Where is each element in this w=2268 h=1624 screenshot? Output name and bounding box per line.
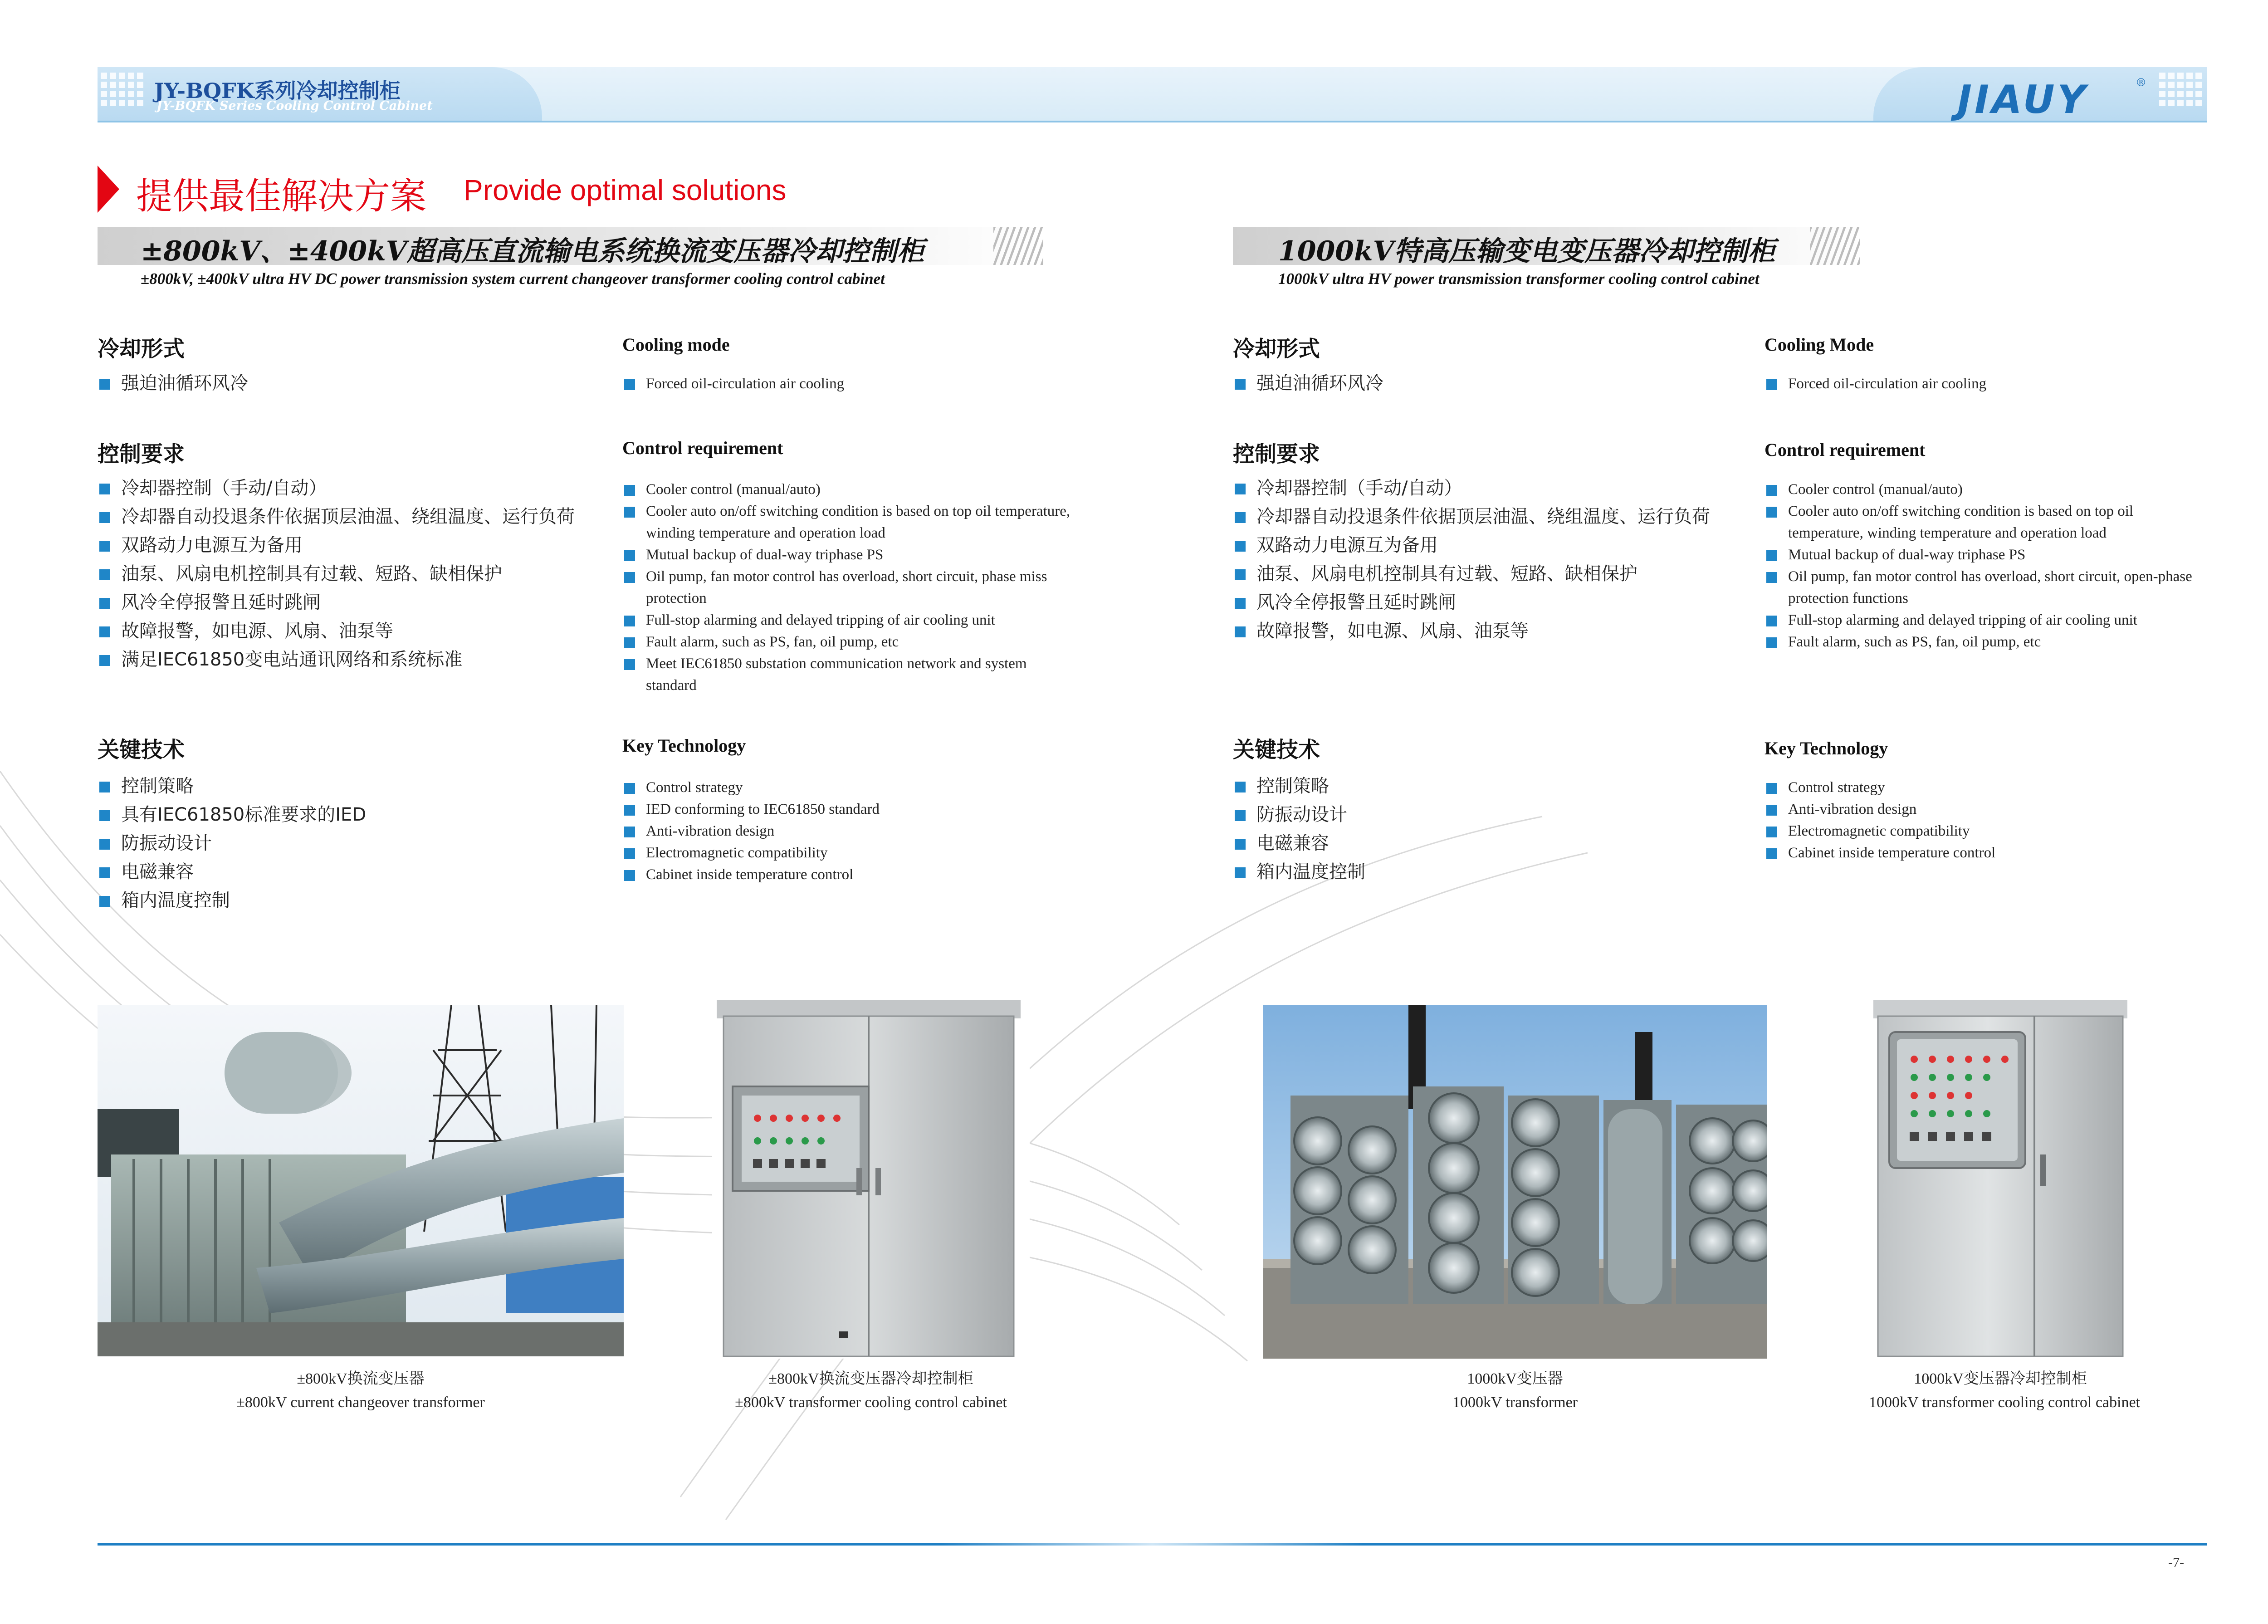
bullet-icon — [1766, 616, 1777, 626]
bullet-icon — [624, 848, 635, 859]
left-cooling-heading-cn: 冷却形式 — [98, 336, 185, 362]
list-item: Control strategy — [622, 777, 1076, 798]
series-title-en: JY-BQFK Series Cooling Control Cabinet — [156, 99, 433, 113]
left-key-list-en — [622, 777, 1076, 885]
list-item: Control strategy — [1765, 777, 2209, 798]
list-item: Full-stop alarming and delayed tripping of air cooling unit — [1765, 609, 2209, 631]
title-arrow-icon — [98, 166, 119, 213]
bullet-icon — [99, 896, 110, 907]
list-item: Forced oil-circulation air cooling — [1765, 373, 2209, 395]
page-title-cn: 提供最佳解决方案 — [136, 175, 426, 217]
list-item: Oil pump, fan motor control has overload, short circuit, phase miss protection — [622, 566, 1076, 609]
caption-en: 1000kV transformer cooling control cabinet — [1869, 1394, 2140, 1411]
caption-cn: 1000kV变压器冷却控制柜 — [1914, 1370, 2087, 1387]
bullet-icon — [1766, 637, 1777, 648]
footer-rule — [98, 1543, 2207, 1546]
list-item: 双路动力电源互为备用 — [98, 531, 575, 560]
left-subtitle-hatch — [993, 227, 1043, 265]
list-item: Cooler control (manual/auto) — [622, 479, 1076, 500]
list-item: 双路动力电源互为备用 — [1233, 531, 1710, 560]
left-key-heading-cn: 关键技术 — [98, 737, 185, 763]
list-item: Cooler auto on/off switching condition is based on top oil temperature, winding temperature and operation load — [622, 500, 1076, 544]
right-subtitle-en: 1000kV ultra HV power transmission transformer cooling control cabinet — [1278, 270, 1760, 288]
list-item: 冷却器控制（手动/自动） — [98, 474, 575, 503]
series-title-cn: JY-BQFK系列冷却控制柜 — [154, 78, 401, 103]
list-item: 控制策略 — [1233, 772, 1365, 801]
list-item: 箱内温度控制 — [98, 886, 366, 915]
bullet-icon — [1766, 572, 1777, 583]
list-item: Mutual backup of dual-way triphase PS — [1765, 544, 2209, 566]
photo-1000kv-cabinet-caption — [1869, 1367, 2140, 1414]
bullet-icon — [99, 541, 110, 552]
bullet-icon — [99, 569, 110, 580]
bullet-icon — [1235, 782, 1246, 792]
list-item: Cooler control (manual/auto) — [1765, 479, 2209, 500]
bullet-icon — [1235, 379, 1246, 390]
bullet-icon — [624, 659, 635, 670]
registered-mark: ® — [2136, 76, 2146, 89]
bullet-icon — [624, 616, 635, 626]
bullet-icon — [624, 870, 635, 881]
photo-800kv-cabinet — [712, 996, 1030, 1359]
list-item: Electromagnetic compatibility — [622, 842, 1076, 864]
left-cooling-list-cn — [98, 369, 248, 398]
photo-800kv-transformer — [98, 1005, 624, 1356]
list-item: Cabinet inside temperature control — [622, 864, 1076, 885]
bullet-icon — [624, 572, 635, 583]
right-control-heading-cn: 控制要求 — [1233, 441, 1320, 467]
list-item: 防振动设计 — [98, 829, 366, 858]
list-item: 冷却器自动投退条件依据顶层油温、绕组温度、运行负荷 — [98, 503, 575, 531]
photo-1000kv-transformer-caption — [1263, 1367, 1767, 1414]
list-item: Electromagnetic compatibility — [1765, 820, 2209, 842]
list-item: Fault alarm, such as PS, fan, oil pump, etc — [1765, 631, 2209, 653]
bullet-icon — [624, 379, 635, 390]
bullet-icon — [1235, 569, 1246, 580]
list-item: 冷却器控制（手动/自动） — [1233, 474, 1710, 503]
bullet-icon — [624, 783, 635, 794]
bullet-icon — [624, 485, 635, 496]
caption-en: 1000kV transformer — [1452, 1394, 1578, 1411]
bullet-icon — [1766, 379, 1777, 390]
left-control-heading-en: Control requirement — [622, 438, 783, 458]
header-rule — [98, 121, 2207, 122]
right-cooling-heading-cn: 冷却形式 — [1233, 336, 1320, 362]
page-title-en: Provide optimal solutions — [464, 174, 787, 206]
left-key-list-cn — [98, 772, 366, 915]
left-subtitle-cn: ±800kV、±400kV超高压直流输电系统换流变压器冷却控制柜 — [141, 235, 924, 267]
list-item: 强迫油循环风冷 — [1233, 369, 1383, 398]
bullet-icon — [1235, 626, 1246, 637]
list-item: 具有IEC61850标准要求的IED — [98, 801, 366, 829]
right-key-heading-en: Key Technology — [1765, 738, 1888, 758]
photo-800kv-cabinet-caption — [712, 1367, 1030, 1414]
list-item: Full-stop alarming and delayed tripping of air cooling unit — [622, 609, 1076, 631]
bullet-icon — [1235, 541, 1246, 552]
list-item: Forced oil-circulation air cooling — [622, 373, 1076, 395]
bullet-icon — [624, 550, 635, 561]
bullet-icon — [1766, 485, 1777, 496]
left-cooling-heading-en: Cooling mode — [622, 334, 730, 355]
caption-cn: ±800kV换流变压器 — [297, 1370, 425, 1387]
bullet-icon — [624, 637, 635, 648]
bullet-icon — [624, 805, 635, 816]
bullet-icon — [99, 810, 110, 821]
list-item: 满足IEC61850变电站通讯网络和系统标准 — [98, 646, 575, 674]
photo-1000kv-transformer — [1263, 1005, 1767, 1359]
pixel-pattern-right — [2159, 73, 2202, 106]
bullet-icon — [99, 512, 110, 523]
left-cooling-list-en — [622, 373, 1076, 395]
right-cooling-heading-en: Cooling Mode — [1765, 334, 1874, 355]
right-key-heading-cn: 关键技术 — [1233, 737, 1320, 763]
list-item: 故障报警，如电源、风扇、油泵等 — [98, 617, 575, 646]
right-key-list-cn — [1233, 772, 1365, 886]
list-item: 电磁兼容 — [1233, 829, 1365, 858]
list-item: 电磁兼容 — [98, 858, 366, 886]
caption-en: ±800kV current changeover transformer — [236, 1394, 485, 1411]
list-item: IED conforming to IEC61850 standard — [622, 798, 1076, 820]
list-item: 故障报警，如电源、风扇、油泵等 — [1233, 617, 1710, 646]
list-item: 冷却器自动投退条件依据顶层油温、绕组温度、运行负荷 — [1233, 503, 1710, 531]
bullet-icon — [1235, 839, 1246, 850]
list-item: Anti-vibration design — [622, 820, 1076, 842]
bullet-icon — [1766, 827, 1777, 837]
brand-logo: JIAUY — [1957, 77, 2088, 122]
list-item: 箱内温度控制 — [1233, 858, 1365, 886]
bullet-icon — [1766, 783, 1777, 794]
left-subtitle-en: ±800kV, ±400kV ultra HV DC power transmission system current changeover transformer cooling control cabinet — [141, 270, 885, 288]
bullet-icon — [99, 782, 110, 792]
bullet-icon — [99, 379, 110, 390]
list-item: Anti-vibration design — [1765, 798, 2209, 820]
list-item: Cooler auto on/off switching condition is based on top oil temperature, winding temperature and operation load — [1765, 500, 2209, 544]
list-item: Fault alarm, such as PS, fan, oil pump, etc — [622, 631, 1076, 653]
list-item: 风冷全停报警且延时跳闸 — [1233, 588, 1710, 617]
list-item: 油泵、风扇电机控制具有过载、短路、缺相保护 — [1233, 560, 1710, 588]
right-control-list-cn — [1233, 474, 1710, 646]
bullet-icon — [1766, 805, 1777, 816]
pixel-pattern-left — [101, 73, 143, 106]
bullet-icon — [1766, 848, 1777, 859]
caption-en: ±800kV transformer cooling control cabinet — [735, 1394, 1007, 1411]
left-control-list-cn — [98, 474, 575, 674]
list-item: 风冷全停报警且延时跳闸 — [98, 588, 575, 617]
bullet-icon — [1766, 507, 1777, 518]
bullet-icon — [1235, 484, 1246, 494]
list-item: 防振动设计 — [1233, 801, 1365, 829]
right-cooling-list-en — [1765, 373, 2209, 395]
bullet-icon — [624, 507, 635, 518]
bullet-icon — [624, 827, 635, 837]
caption-cn: 1000kV变压器 — [1467, 1370, 1563, 1387]
bullet-icon — [99, 839, 110, 850]
right-subtitle-hatch — [1810, 227, 1860, 265]
list-item: Mutual backup of dual-way triphase PS — [622, 544, 1076, 566]
list-item: Meet IEC61850 substation communication network and system standard — [622, 653, 1076, 696]
list-item: 控制策略 — [98, 772, 366, 801]
bullet-icon — [99, 867, 110, 878]
bullet-icon — [99, 626, 110, 637]
list-item: 油泵、风扇电机控制具有过载、短路、缺相保护 — [98, 560, 575, 588]
right-cooling-list-cn — [1233, 369, 1383, 398]
bullet-icon — [99, 655, 110, 666]
bullet-icon — [1235, 810, 1246, 821]
bullet-icon — [99, 484, 110, 494]
caption-cn: ±800kV换流变压器冷却控制柜 — [768, 1370, 973, 1387]
left-control-list-en — [622, 479, 1076, 696]
page-number: -7- — [2168, 1555, 2184, 1570]
right-control-heading-en: Control requirement — [1765, 440, 1926, 460]
right-control-list-en — [1765, 479, 2209, 653]
bullet-icon — [1235, 512, 1246, 523]
left-control-heading-cn: 控制要求 — [98, 441, 185, 467]
bullet-icon — [1766, 550, 1777, 561]
photo-800kv-transformer-caption — [98, 1367, 624, 1414]
left-key-heading-en: Key Technology — [622, 735, 746, 756]
bullet-icon — [99, 598, 110, 609]
bullet-icon — [1235, 598, 1246, 609]
list-item: 强迫油循环风冷 — [98, 369, 248, 398]
right-key-list-en — [1765, 777, 2209, 864]
list-item: Oil pump, fan motor control has overload, short circuit, open-phase protection functions — [1765, 566, 2209, 609]
bullet-icon — [1235, 867, 1246, 878]
right-subtitle-cn: 1000kV特高压输变电变压器冷却控制柜 — [1278, 235, 1775, 267]
photo-1000kv-cabinet — [1869, 996, 2132, 1359]
list-item: Cabinet inside temperature control — [1765, 842, 2209, 864]
